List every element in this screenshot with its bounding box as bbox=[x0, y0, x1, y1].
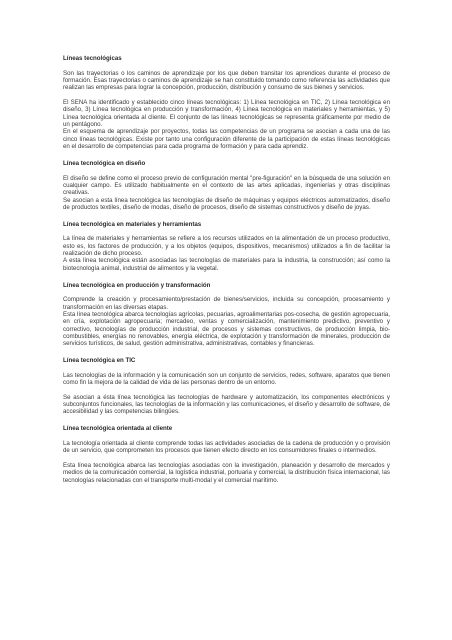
paragraph: Se asocian a ésta línea tecnológica las tecnologías de hardware y automatización, los componentes electrónicos y subconjuntos funcionales, las tecnologías de la información y las comunicaciones, el diseño y desarrollo de software, de accesibilidad y las competencias bilingües. bbox=[63, 393, 391, 416]
section-heading: Línea tecnológica en materiales y herramientas bbox=[63, 220, 202, 228]
section-heading: Línea tecnológica orientada al cliente bbox=[63, 425, 173, 433]
paragraph: El diseño se define como el proceso previo de configuración mental "pre-figuración" en la búsqueda de una solución en cualquier campo. Es utilizado habitualmente en el contexto de las artes aplicadas, ingenierías y otras disciplinas creativas. Se asocian a esta línea tecnológica las tecnologías de diseño de máquinas y equipos eléctricos automatizados, diseño de productos textiles, diseño de modas, diseño de procesos, diseño de sistemas constructivos y diseño de joyas. bbox=[63, 174, 390, 211]
section-heading: Línea tecnológica en diseño bbox=[63, 159, 146, 167]
paragraph: La tecnología orientada al cliente comprende todas las actividades asociadas de la cadena de producción y o provisión de un servicio, que comprometen los procesos que tienen efecto directo en los consumidores finales o intermedios. bbox=[63, 439, 390, 455]
section-heading: Línea tecnológica en TIC bbox=[63, 357, 136, 365]
paragraph: Comprende la creación y procesamiento/prestación de bienes/servicios, incluida su concepción, procesamiento y transformación en las diversas etapas. Esta línea tecnológica abarca tecnologías agrícolas, pecuarias, agroalimentarias pos-cosecha, de gestión agropecuaria, en cría, explotación agropecuaria; mercadeo, ventas y comercialización, mantenimiento predictivo, preventivo y correctivo, tecnologías de producción industrial, de procesos y sistemas constructivos, de producción limpia, bio-combustibles, energías no renovables, energía eléctrica, de explotación y transformación de minerales, producción de servicios turísticos, de salud, gestión administrativa, administrativas, contables y financieras. bbox=[63, 296, 390, 348]
paragraph: La línea de materiales y herramientas se refiere a los recursos utilizados en la alimentación de un proceso productivo, esto es, los factores de producción, y a los objetos (equipos, dispositivos, mecanismos) utilizados a fin de facilitar la realización de dicho proceso. A esta línea tecnológica están asociadas las tecnologías de materiales para la industria, la construcción; así como la biotecnología animal, industrial de alimentos y la vegetal. bbox=[63, 235, 390, 272]
paragraph: Son las trayectorias o los caminos de aprendizaje por los que deben transitar los aprendices durante el proceso de formación. Esas trayectorias o caminos de aprendizaje se han constituido tomando como referencia las actividades que realizan las empresas para lograr la concepción, producción, distribución y consumo de sus bienes y servicios. bbox=[63, 69, 390, 92]
paragraph: Las tecnologías de la información y la comunicación son un conjunto de servicios, redes, software, aparatos que tienen como fin la mejora de la calidad de vida de las personas dentro de un entorno. bbox=[63, 371, 390, 387]
paragraph: Esta línea tecnológica abarca las tecnologías asociadas con la investigación, planeación y desarrollo de mercados y medios de la comunicación comercial, la logística industrial, portuaria y comercial, la distribución física internacional, las tecnologías relacionadas con el transporte multi-modal y el comercial marítimo. bbox=[63, 461, 390, 484]
paragraph: El SENA ha identificado y establecido cinco líneas tecnológicas: 1) Línea tecnológica en TIC, 2) Línea tecnológica en diseño, 3) Línea tecnológica en producción y transformación, 4) Línea tecnológica en materiales y herramientas, y 5) Línea tecnológica orientada al cliente. El conjunto de las líneas tecnológicas se representa gráficamente por medio de un pentágono. En el esquema de aprendizaje por proyectos, todas las competencias de un programa se asocian a cada una de las cinco líneas tecnológicas. Existe por tanto una configuración diferente de la participación de estas líneas tecnológicas en el desarrollo de competencias para cada programa de formación y para cada aprendiz. bbox=[63, 98, 390, 151]
section-heading: Líneas tecnológicas bbox=[63, 55, 122, 62]
section-heading: Línea tecnológica en producción y transformación bbox=[63, 281, 211, 289]
document-page bbox=[63, 55, 390, 484]
